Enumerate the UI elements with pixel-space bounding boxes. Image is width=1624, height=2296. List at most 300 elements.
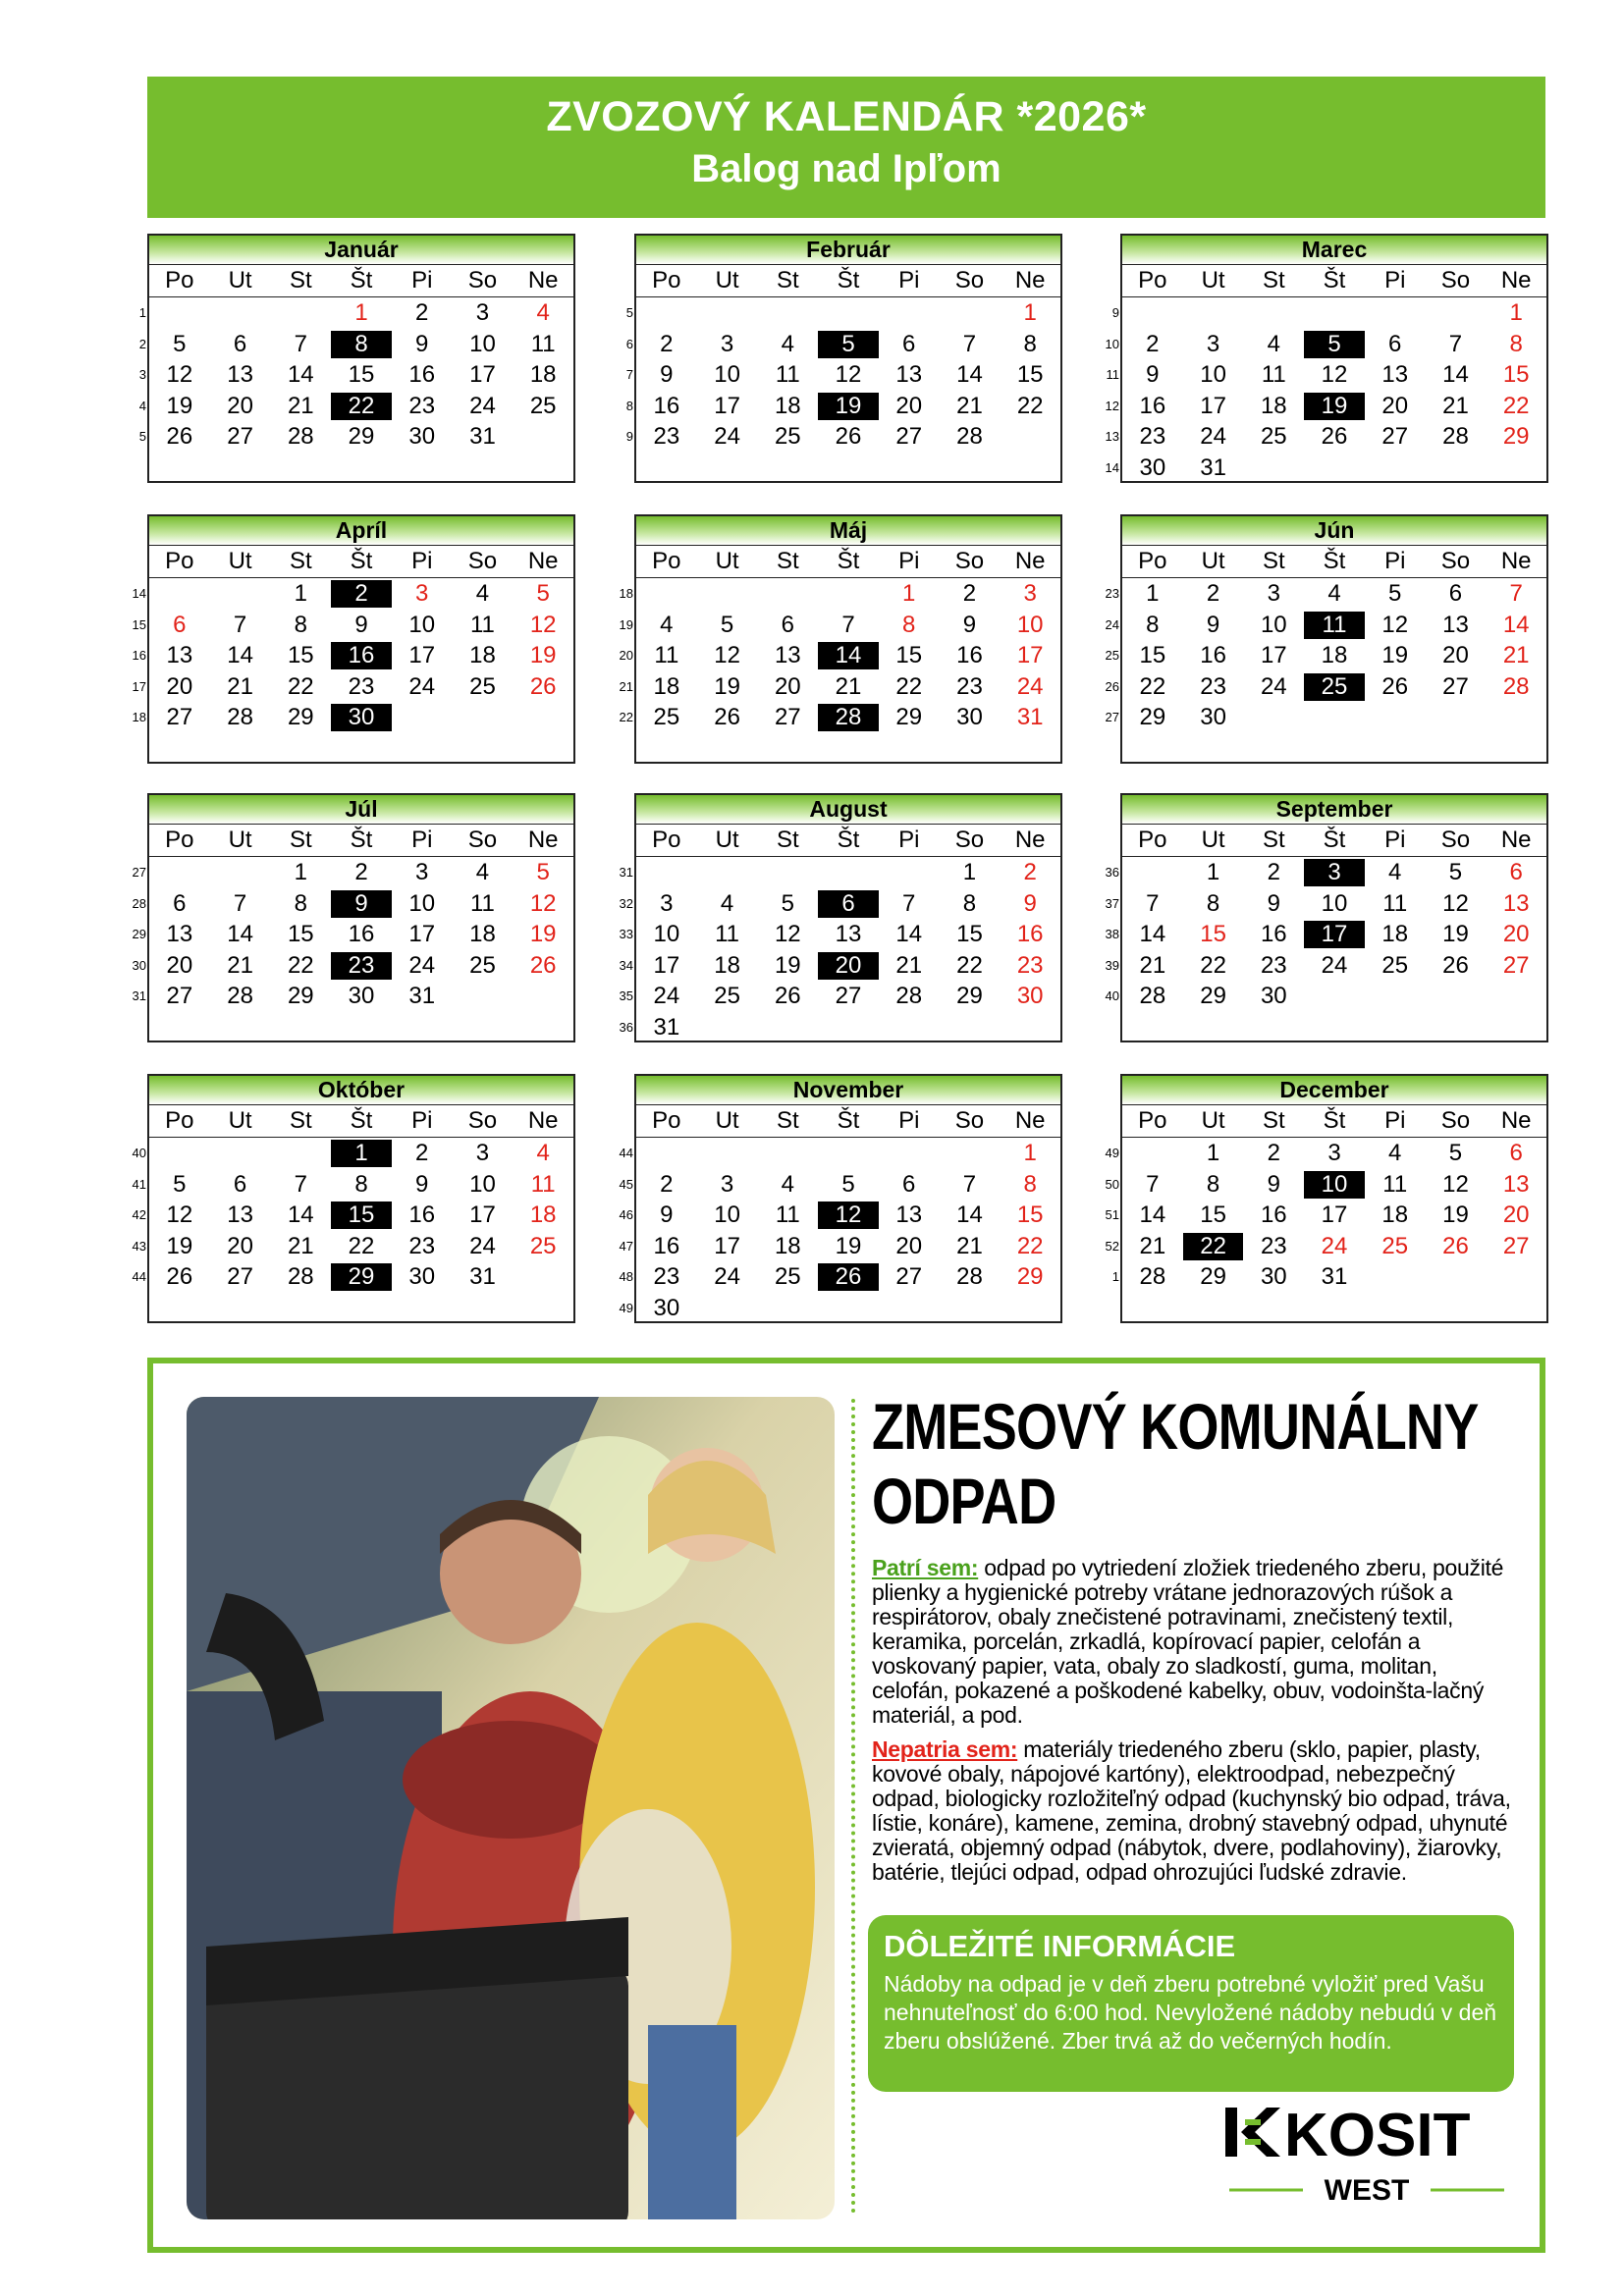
day-cell: 2 — [354, 859, 368, 885]
day-cell: 15 — [1139, 642, 1166, 668]
day-cell — [210, 859, 271, 886]
day-cell — [1304, 299, 1365, 327]
week-row — [625, 359, 1060, 391]
day-cell: 20 — [895, 392, 923, 419]
day-cell: 16 — [408, 1201, 436, 1228]
weekday-header — [636, 546, 1060, 578]
day-cell: 8 — [962, 889, 977, 917]
week-row — [1105, 919, 1546, 950]
day-cell: 13 — [1381, 361, 1409, 388]
week-row — [138, 329, 573, 360]
day-cell: 16 — [408, 361, 436, 388]
weekday-label: Po — [652, 1107, 681, 1134]
collection-day: 1 — [331, 1140, 392, 1167]
day-cell: 18 — [714, 951, 740, 979]
day-cell: 15 — [348, 361, 375, 388]
day-cell: 3 — [1206, 330, 1220, 357]
week-row — [138, 297, 573, 329]
day-cell — [1122, 1140, 1183, 1167]
day-cell: 8 — [1206, 1170, 1220, 1198]
weekday-label: So — [1440, 267, 1471, 294]
day-cell: 8 — [1509, 330, 1523, 357]
month-block — [132, 793, 575, 1042]
day-cell: 14 — [287, 1201, 314, 1228]
day-cell: 29 — [1139, 704, 1166, 730]
day-cell — [697, 580, 758, 608]
week-number: 49 — [619, 1300, 633, 1315]
day-cell: 2 — [1206, 580, 1220, 607]
week-number: 49 — [1105, 1146, 1119, 1160]
day-cell: 28 — [956, 423, 983, 450]
collection-day: 10 — [1304, 1171, 1365, 1199]
day-cell: 21 — [287, 1232, 314, 1259]
day-cell: 7 — [1448, 330, 1463, 357]
important-info-title: DÔLEŽITÉ INFORMÁCIE — [884, 1929, 1236, 1963]
month-name: Jún — [1122, 516, 1546, 546]
day-cell: 23 — [653, 423, 680, 450]
day-cell — [1486, 454, 1546, 482]
month-block — [132, 514, 575, 764]
weekday-label: Pi — [411, 1107, 433, 1134]
month-block — [619, 514, 1062, 764]
weekday-header — [1122, 265, 1546, 297]
day-cell: 23 — [956, 672, 983, 700]
week-row — [619, 857, 1060, 888]
weekday-label: Pi — [1384, 1107, 1406, 1134]
important-info-text: Nádoby na odpad je v deň zberu potrebné vyložiť pred Vašu nehnuteľnosť do 6:00 hod. Nevyložené nádoby nebudú v deň zberu obslúžené. Zber trvá až do večerných hodín. — [884, 1971, 1497, 2054]
weekday-label: So — [467, 827, 498, 853]
day-cell: 10 — [1016, 611, 1044, 638]
day-cell: 7 — [233, 611, 247, 638]
day-cell: 30 — [956, 704, 983, 730]
week-number: 11 — [1106, 367, 1119, 382]
weekday-header — [1122, 825, 1546, 857]
day-cell: 27 — [166, 704, 193, 730]
weekday-label: Ne — [1014, 1107, 1046, 1134]
day-cell: 13 — [227, 361, 253, 388]
day-cell: 20 — [227, 392, 253, 419]
month-block — [138, 234, 575, 483]
collection-day: 25 — [1304, 673, 1365, 701]
day-cell: 14 — [227, 642, 253, 668]
day-cell: 24 — [469, 1232, 496, 1259]
day-cell: 6 — [902, 1170, 916, 1198]
day-cell: 26 — [166, 1263, 193, 1290]
week-row — [132, 981, 573, 1012]
day-cell: 15 — [1016, 1201, 1044, 1228]
weekday-label: Pi — [898, 548, 920, 574]
day-cell: 28 — [287, 1263, 314, 1290]
day-cell — [513, 423, 573, 451]
day-cell — [513, 983, 573, 1010]
day-cell — [210, 1140, 271, 1167]
weekday-label: Pi — [898, 267, 920, 294]
day-cell — [1486, 704, 1546, 731]
day-cell: 7 — [841, 611, 855, 638]
weekday-label: St — [776, 827, 799, 853]
day-cell: 19 — [529, 642, 557, 668]
week-row — [132, 919, 573, 950]
day-cell: 8 — [1023, 1170, 1037, 1198]
day-cell: 3 — [475, 1140, 490, 1166]
weekday-label: Št — [837, 267, 860, 294]
day-cell: 25 — [529, 1232, 557, 1259]
day-cell — [1365, 454, 1426, 482]
day-cell: 7 — [294, 1170, 307, 1198]
day-cell: 24 — [408, 951, 436, 979]
day-cell: 28 — [1442, 423, 1469, 450]
weekday-label: Ut — [715, 827, 739, 853]
weekday-label: Št — [350, 548, 373, 574]
weekday-label: So — [954, 267, 985, 294]
weekday-label: Po — [652, 267, 681, 294]
week-row — [619, 1012, 1060, 1043]
day-cell: 11 — [775, 1201, 800, 1228]
weekday-label: Ne — [1500, 267, 1532, 294]
day-cell — [940, 299, 1001, 327]
day-cell: 14 — [1442, 361, 1469, 388]
day-cell — [1122, 299, 1183, 327]
weekday-label: Po — [1138, 548, 1167, 574]
day-cell: 30 — [1200, 704, 1226, 730]
day-cell: 11 — [530, 330, 556, 357]
weekday-label: So — [954, 1107, 985, 1134]
day-cell: 10 — [1260, 611, 1287, 638]
weekday-label: Ut — [228, 267, 252, 294]
day-cell: 27 — [895, 1263, 923, 1290]
day-cell — [757, 1014, 818, 1041]
day-cell: 9 — [660, 361, 674, 388]
day-cell: 17 — [408, 642, 436, 668]
weekday-label: Ut — [228, 548, 252, 574]
day-cell: 30 — [1260, 983, 1287, 1009]
week-number: 4 — [138, 398, 146, 413]
weekday-label: So — [467, 267, 498, 294]
week-number: 14 — [1105, 459, 1119, 475]
weekday-label: Po — [165, 548, 194, 574]
day-cell: 22 — [956, 951, 983, 979]
day-cell: 10 — [653, 921, 680, 947]
day-cell: 14 — [287, 361, 314, 388]
weekday-label: Ne — [1014, 267, 1046, 294]
weekday-label: Po — [165, 267, 194, 294]
week-row — [132, 578, 573, 610]
day-cell: 24 — [1260, 672, 1287, 700]
day-cell: 25 — [1381, 951, 1409, 979]
day-cell: 29 — [287, 704, 314, 730]
day-cell: 21 — [227, 951, 253, 979]
collection-day: 6 — [818, 890, 879, 918]
day-cell: 28 — [895, 983, 923, 1009]
week-number: 51 — [1105, 1207, 1119, 1222]
day-cell — [513, 704, 573, 731]
day-cell: 2 — [415, 1140, 429, 1166]
day-cell: 20 — [166, 951, 193, 979]
day-cell: 8 — [902, 611, 916, 638]
day-cell — [818, 580, 879, 608]
collection-day: 22 — [1183, 1233, 1244, 1260]
week-row — [132, 1138, 573, 1169]
day-cell: 31 — [408, 983, 436, 1009]
day-cell — [818, 859, 879, 886]
day-cell: 20 — [227, 1232, 253, 1259]
day-cell: 15 — [287, 921, 314, 947]
day-cell: 15 — [956, 921, 983, 947]
day-cell: 12 — [835, 361, 862, 388]
day-cell: 24 — [714, 1263, 740, 1290]
day-cell: 18 — [653, 672, 680, 700]
day-cell — [636, 1140, 697, 1167]
day-cell: 12 — [1442, 889, 1469, 917]
collection-day: 11 — [1304, 612, 1365, 639]
day-cell: 12 — [529, 611, 557, 638]
weekday-label: Ut — [715, 267, 739, 294]
day-cell: 1 — [294, 580, 307, 607]
day-cell: 19 — [166, 1232, 193, 1259]
day-cell: 16 — [1260, 1201, 1287, 1228]
week-row — [1111, 1261, 1546, 1293]
day-cell: 22 — [1200, 951, 1226, 979]
week-row — [132, 671, 573, 703]
week-number: 42 — [132, 1207, 146, 1222]
day-cell: 27 — [835, 983, 862, 1009]
day-cell: 17 — [408, 921, 436, 947]
day-cell: 1 — [354, 299, 368, 326]
day-cell: 6 — [173, 611, 187, 638]
day-cell — [149, 859, 210, 886]
day-cell: 26 — [714, 704, 740, 730]
day-cell: 27 — [1502, 1232, 1530, 1259]
day-cell — [1426, 454, 1487, 482]
weekday-label: Pi — [1384, 548, 1406, 574]
week-row — [1111, 297, 1546, 329]
day-cell: 29 — [895, 704, 923, 730]
week-row — [619, 888, 1060, 920]
day-cell: 17 — [1200, 392, 1226, 419]
week-number: 35 — [619, 988, 633, 1003]
week-row — [138, 421, 573, 453]
collection-day: 22 — [331, 393, 392, 420]
day-cell: 23 — [1260, 1232, 1287, 1259]
logo-subtext: WEST — [1324, 2174, 1410, 2207]
week-number: 1 — [138, 305, 146, 320]
day-cell: 23 — [408, 392, 436, 419]
week-number: 52 — [1105, 1238, 1119, 1254]
week-number: 34 — [619, 957, 633, 973]
day-cell: 13 — [166, 642, 193, 668]
day-cell — [392, 704, 453, 731]
week-row — [625, 329, 1060, 360]
collection-day: 5 — [1304, 331, 1365, 358]
day-cell: 5 — [781, 889, 794, 917]
day-cell — [818, 1295, 879, 1322]
day-cell: 31 — [1016, 704, 1044, 730]
week-row — [1105, 421, 1546, 453]
day-cell: 1 — [1206, 1140, 1220, 1166]
day-cell: 6 — [902, 330, 916, 357]
week-number: 6 — [625, 336, 633, 351]
week-row — [619, 919, 1060, 950]
day-cell: 1 — [294, 859, 307, 885]
day-cell: 21 — [1442, 392, 1469, 419]
day-cell: 23 — [408, 1232, 436, 1259]
day-cell: 30 — [653, 1294, 680, 1321]
weekday-label: Po — [652, 548, 681, 574]
day-cell — [1122, 859, 1183, 886]
day-cell: 25 — [1260, 423, 1287, 450]
month-block — [1105, 514, 1548, 764]
week-row — [619, 1231, 1060, 1262]
day-cell: 9 — [1267, 1170, 1280, 1198]
day-cell: 23 — [348, 672, 375, 700]
day-cell: 24 — [653, 983, 680, 1009]
collection-day: 9 — [331, 890, 392, 918]
day-cell — [879, 859, 940, 886]
day-cell: 9 — [354, 611, 368, 638]
day-cell: 19 — [1442, 921, 1469, 947]
week-row — [132, 857, 573, 888]
day-cell: 16 — [956, 642, 983, 668]
week-number: 36 — [619, 1019, 633, 1035]
weekday-label: Št — [350, 827, 373, 853]
week-row — [1106, 359, 1546, 391]
week-row — [1105, 981, 1546, 1012]
day-cell: 14 — [1139, 1201, 1166, 1228]
logo-text: KOSIT — [1284, 2102, 1471, 2169]
weekday-header — [1122, 1105, 1546, 1138]
day-cell: 1 — [1146, 580, 1160, 607]
week-row — [132, 1200, 573, 1231]
day-cell: 15 — [1200, 921, 1226, 947]
week-number: 30 — [132, 957, 146, 973]
day-cell: 9 — [1023, 889, 1037, 917]
day-cell: 13 — [166, 921, 193, 947]
week-row — [619, 671, 1060, 703]
day-cell: 7 — [233, 889, 247, 917]
dotted-separator — [851, 1399, 855, 2214]
day-cell: 21 — [1139, 1232, 1166, 1259]
week-row — [132, 888, 573, 920]
day-cell: 28 — [227, 983, 253, 1009]
day-cell: 5 — [173, 330, 187, 357]
day-cell — [879, 299, 940, 327]
day-cell: 4 — [660, 611, 674, 638]
week-row — [132, 1231, 573, 1262]
day-cell: 4 — [475, 580, 490, 607]
day-cell — [757, 1295, 818, 1322]
day-cell: 16 — [653, 1232, 680, 1259]
day-cell: 11 — [1382, 889, 1408, 917]
weekday-label: St — [1262, 1107, 1285, 1134]
week-number: 45 — [619, 1176, 633, 1192]
week-number: 27 — [132, 865, 146, 880]
day-cell: 24 — [469, 392, 496, 419]
day-cell: 7 — [1509, 580, 1523, 607]
day-cell: 5 — [720, 611, 734, 638]
day-cell: 2 — [1267, 859, 1280, 885]
day-cell: 9 — [1206, 611, 1220, 638]
day-cell: 14 — [956, 1201, 983, 1228]
day-cell — [453, 983, 514, 1010]
day-cell: 3 — [415, 580, 429, 607]
day-cell: 5 — [173, 1170, 187, 1198]
day-cell: 9 — [1267, 889, 1280, 917]
day-cell: 7 — [1146, 889, 1160, 917]
weekday-label: Ut — [715, 1107, 739, 1134]
week-row — [1105, 857, 1546, 888]
week-number: 22 — [619, 710, 633, 724]
day-cell: 10 — [714, 361, 740, 388]
day-cell: 1 — [1509, 299, 1523, 326]
day-cell: 2 — [415, 299, 429, 326]
weekday-label: Po — [1138, 1107, 1167, 1134]
week-row — [619, 950, 1060, 982]
weekday-label: Št — [350, 267, 373, 294]
day-cell: 18 — [529, 1201, 557, 1228]
week-row — [1105, 1200, 1546, 1231]
day-cell: 8 — [1146, 611, 1160, 638]
week-row — [1105, 671, 1546, 703]
week-number: 32 — [619, 895, 633, 911]
day-cell: 21 — [1502, 642, 1530, 668]
day-cell: 3 — [1023, 580, 1037, 607]
collection-day: 26 — [818, 1263, 879, 1291]
calendar-location: Balog nad Ipľom — [691, 147, 1001, 190]
day-cell: 13 — [835, 921, 862, 947]
day-cell: 3 — [720, 330, 734, 357]
day-cell: 6 — [1509, 859, 1523, 885]
day-cell: 25 — [774, 1263, 801, 1290]
weekday-label: Pi — [411, 267, 433, 294]
day-cell: 11 — [654, 642, 679, 668]
day-cell: 25 — [469, 951, 496, 979]
week-row — [619, 1169, 1060, 1201]
day-cell: 16 — [653, 392, 680, 419]
day-cell — [1000, 1295, 1060, 1322]
day-cell: 10 — [469, 330, 496, 357]
weekday-label: St — [776, 267, 799, 294]
day-cell: 12 — [714, 642, 740, 668]
day-cell: 16 — [1260, 921, 1287, 947]
day-cell: 27 — [895, 423, 923, 450]
day-cell: 21 — [287, 392, 314, 419]
week-row — [132, 950, 573, 982]
day-cell: 16 — [1200, 642, 1226, 668]
week-number: 44 — [619, 1146, 633, 1160]
week-number: 8 — [625, 398, 633, 413]
day-cell — [270, 1140, 331, 1167]
month-block — [625, 234, 1062, 483]
weekday-label: St — [289, 1107, 312, 1134]
weekday-header — [149, 825, 573, 857]
day-cell: 17 — [469, 1201, 496, 1228]
week-number: 14 — [132, 586, 146, 601]
day-cell: 5 — [841, 1170, 855, 1198]
day-cell: 23 — [1016, 951, 1044, 979]
day-cell: 21 — [895, 951, 923, 979]
day-cell: 2 — [660, 1170, 674, 1198]
collection-day: 29 — [331, 1263, 392, 1291]
day-cell — [1304, 454, 1365, 482]
week-number: 38 — [1105, 927, 1119, 941]
day-cell: 26 — [1442, 951, 1469, 979]
day-cell: 12 — [1442, 1170, 1469, 1198]
weekday-label: Ne — [527, 827, 559, 853]
day-cell: 27 — [1502, 951, 1530, 979]
week-number: 18 — [619, 586, 633, 601]
day-cell: 26 — [529, 672, 557, 700]
day-cell: 14 — [956, 361, 983, 388]
